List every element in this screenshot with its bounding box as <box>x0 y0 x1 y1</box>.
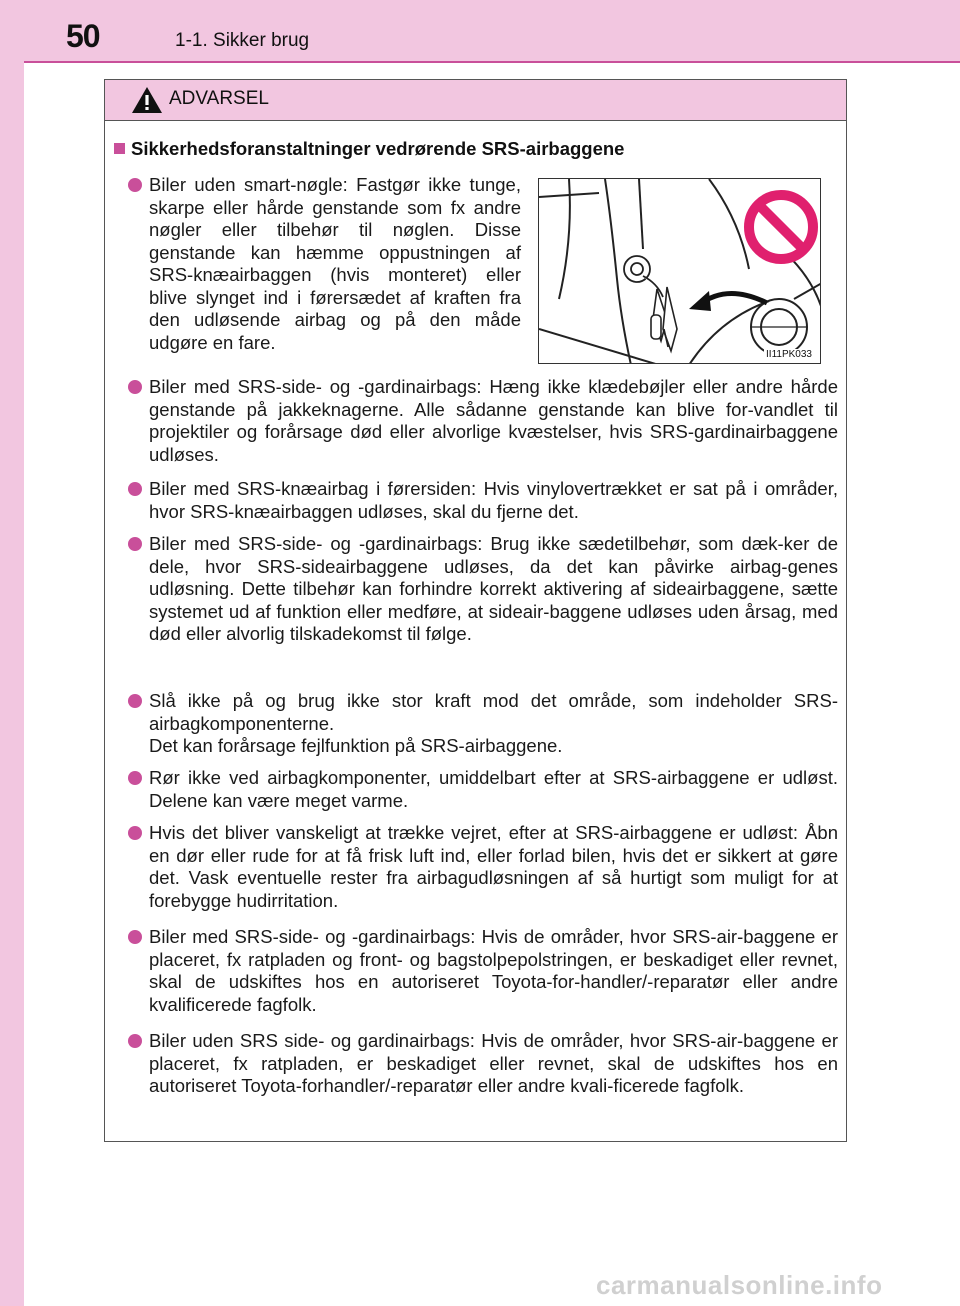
watermark: carmanualsonline.info <box>596 1270 883 1300</box>
bullet-dot-icon <box>128 1034 142 1048</box>
warning-item-text: Biler uden smart-nøgle: Fastgør ikke tunge, skarpe eller hårde genstande som fx andre nøgler eller tilbehør til nøglen. Disse genstande kan hæmme oppustningen af SRS-knæairbaggen (hvis monteret) eller blive slynget ind i førersædet af kraften fra den udløsende airbag og på den måde udgøre en fare. <box>149 174 521 353</box>
warning-item-text: Biler med SRS-side- og -gardinairbags: Hæng ikke klædebøjler eller andre hårde genstande på jakkeknagerne. Alle sådanne genstande kan blive for-vandlet til projektiler og forårsage død eller alvorlige kvæstelser, hvis SRS-gardinairbaggene udløses. <box>149 376 838 465</box>
header-band <box>0 0 960 62</box>
warning-item-text: Biler med SRS-side- og -gardinairbags: Brug ikke sædetilbehør, som dæk-ker de dele, hvor SRS-sideairbaggene udløses, da det kan påvirke airbag-genes udløsning. Dette tilbehør kan forhindre korrekt aktivering af sideairbaggene, sætte systemet ud af funktion eller medføre, at sideair-baggene udløses uden årsag, med død eller alvorlig tilskadekomst til følge. <box>149 533 838 644</box>
warning-subheading <box>114 138 624 160</box>
square-bullet-icon <box>114 143 125 154</box>
prohibition-sign-icon <box>749 195 813 259</box>
warning-triangle-icon <box>131 86 163 114</box>
subheading-text: Sikkerhedsforanstaltninger vedrørende SRS-airbaggene <box>131 138 625 159</box>
warning-item-4 <box>128 533 838 646</box>
warning-item-text: Biler uden SRS side- og gardinairbags: Hvis de områder, hvor SRS-air-baggene er placeret, fx ratpladen, er beskadiget eller revnet, skal de udskiftes hos en autoriseret Toyota-forhandler/-reparatør eller andre kvali-ficerede fagfolk. <box>149 1030 838 1096</box>
warning-item-8 <box>128 926 838 1016</box>
bullet-dot-icon <box>128 694 142 708</box>
warning-item-note: Det kan forårsage fejlfunktion på SRS-airbaggene. <box>149 735 563 756</box>
side-color-strip <box>0 0 24 1306</box>
header-rule <box>24 61 960 63</box>
warning-item-6 <box>128 767 838 812</box>
warning-item-2 <box>128 376 838 466</box>
bullet-dot-icon <box>128 826 142 840</box>
warning-title: ADVARSEL <box>169 88 269 109</box>
warning-item-text: Slå ikke på og brug ikke stor kraft mod det område, som indeholder SRS-airbagkomponenterne. <box>149 690 838 734</box>
bullet-dot-icon <box>128 380 142 394</box>
warning-item-9 <box>128 1030 838 1098</box>
bullet-dot-icon <box>128 482 142 496</box>
warning-box <box>104 79 847 1142</box>
bullet-dot-icon <box>128 771 142 785</box>
section-title: 1-1. Sikker brug <box>175 30 310 51</box>
illustration-code: II11PK033 <box>766 349 812 360</box>
key-illustration <box>538 178 821 364</box>
warning-item-3 <box>128 478 838 523</box>
warning-item-5 <box>128 690 838 758</box>
bullet-dot-icon <box>128 178 142 192</box>
warning-item-text: Biler med SRS-side- og -gardinairbags: Hvis de områder, hvor SRS-air-baggene er placeret, fx ratpladen og front- og bagstolpepolstringen, er beskadiget eller revnet, skal de udskiftes hos en autoriseret Toyota-for-handler/-reparatør eller andre kvalificerede fagfolk. <box>149 926 838 1015</box>
bullet-dot-icon <box>128 537 142 551</box>
warning-item-text: Rør ikke ved airbagkomponenter, umiddelbart efter at SRS-airbaggene er udløst. Delene kan være meget varme. <box>149 767 838 811</box>
page-number: 50 <box>66 18 100 54</box>
warning-header <box>105 80 846 121</box>
warning-item-1 <box>128 174 521 354</box>
key-ring-illustration <box>539 179 821 364</box>
warning-item-7 <box>128 822 838 912</box>
warning-item-text: Hvis det bliver vanskeligt at trække vejret, efter at SRS-airbaggene er udløst: Åbn en dør eller rude for at få frisk luft ind, eller forlad bilen, hvis det er sikkert at gøre det. Vask eventuelle rester fra airbagudløsningen af så hurtigt som muligt for at forebygge hudirritation. <box>149 822 838 911</box>
warning-item-text: Biler med SRS-knæairbag i førersiden: Hvis vinylovertrækket er sat på i områder, hvor SRS-knæairbaggen udløses, skal du fjerne det. <box>149 478 838 522</box>
bullet-dot-icon <box>128 930 142 944</box>
